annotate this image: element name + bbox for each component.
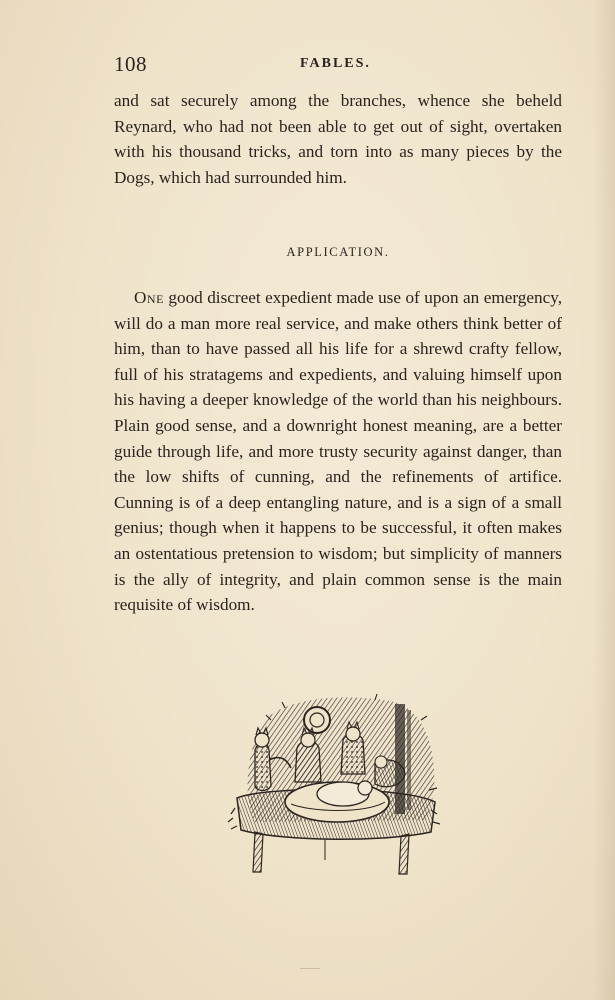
application-paragraph [114, 285, 562, 618]
application-heading: APPLICATION. [286, 245, 390, 259]
application-text: good discreet expedient made use of upon an emergency, will do a man more real service, and make others think better of him, than to have passed all his life for a shrewd crafty fellow, full of his stratagems and expedients, and valuing himself upon his having a deeper knowledge of the world than his neighbours. Plain good sense, and a downright honest meaning, are a better guide through life, and more trusty security against danger, than the low shifts of cunning, and the refinements of artifice. Cunning is of a deep entangling nature, and is a sign of a small genius; though when it happens to be successful, it often makes an ostentatious pretension to wisdom; but simplicity of manners is the ally of integrity, and plain common sense is the main requisite of wisdom. [114, 288, 562, 615]
running-title: FABLES. [300, 56, 371, 71]
cats-on-table-vignette [225, 690, 443, 880]
paper-speck [300, 968, 320, 969]
fable-closing-paragraph: and sat securely among the branches, whence she beheld Reynard, who had not been able to get out of sight, overtaken with his thousand tricks, and torn into as many pieces by the Dogs, which had surrounded him. [114, 91, 562, 187]
page-number: 108 [114, 52, 147, 76]
running-head [114, 52, 562, 80]
application-first-word: One [134, 288, 164, 307]
